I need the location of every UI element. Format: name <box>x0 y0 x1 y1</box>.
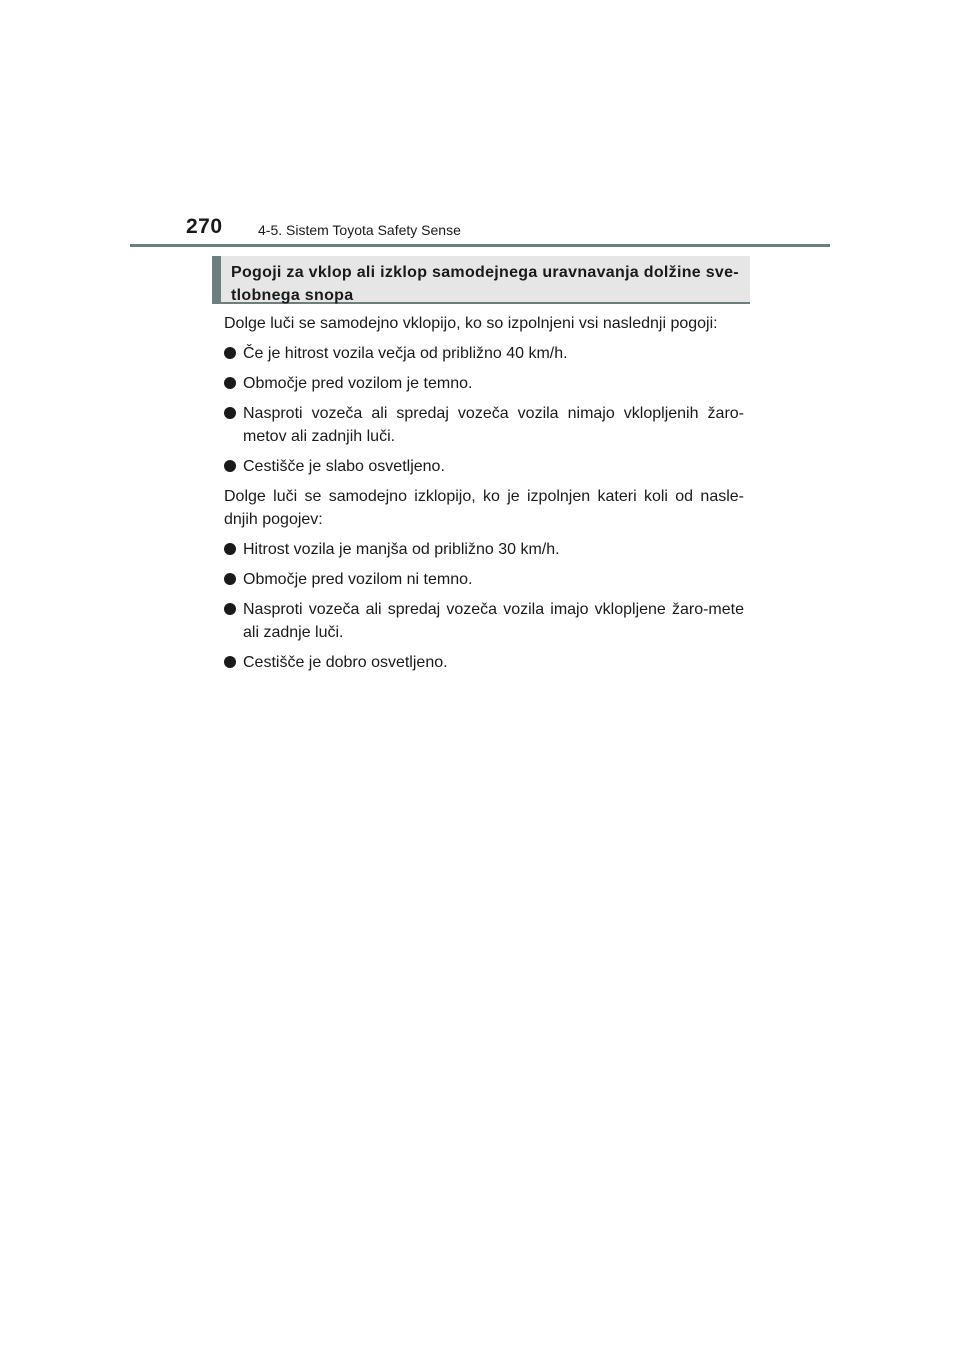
header-divider <box>130 244 830 247</box>
list-item <box>224 651 744 674</box>
bullet-icon <box>224 460 236 472</box>
section-title: Pogoji za vklop ali izklop samodejnega uravnavanja dolžine sve-tlobnega snopa <box>231 264 739 304</box>
list-item-text: Če je hitrost vozila večja od približno 40 km/h. <box>243 345 568 362</box>
off-conditions-list <box>224 538 744 674</box>
bullet-icon <box>224 543 236 555</box>
main-content <box>224 312 744 681</box>
list-item-text: Hitrost vozila je manjša od približno 30 km/h. <box>243 541 560 558</box>
list-item <box>224 402 744 448</box>
list-item <box>224 598 744 644</box>
list-item-text: Cestišče je dobro osvetljeno. <box>243 654 448 671</box>
list-item <box>224 538 744 561</box>
bullet-icon <box>224 347 236 359</box>
section-heading-box <box>212 256 750 304</box>
list-item-text: Območje pred vozilom ni temno. <box>243 571 473 588</box>
list-item <box>224 342 744 365</box>
running-head: 4-5. Sistem Toyota Safety Sense <box>258 222 461 238</box>
list-item-text: Nasproti vozeča ali spredaj vozeča vozila nimajo vklopljenih žaro-metov ali zadnjih luči. <box>243 405 744 445</box>
on-conditions-intro: Dolge luči se samodejno vklopijo, ko so izpolnjeni vsi naslednji pogoji: <box>224 315 718 332</box>
off-conditions-intro: Dolge luči se samodejno izklopijo, ko je izpolnjen kateri koli od nasle-dnjih pogojev: <box>224 488 744 528</box>
list-item <box>224 455 744 478</box>
bullet-icon <box>224 377 236 389</box>
bullet-icon <box>224 573 236 585</box>
list-item <box>224 372 744 395</box>
list-item <box>224 568 744 591</box>
bullet-icon <box>224 603 236 615</box>
list-item-text: Cestišče je slabo osvetljeno. <box>243 458 445 475</box>
list-item-text: Nasproti vozeča ali spredaj vozeča vozila imajo vklopljene žaro-mete ali zadnje luči. <box>243 601 744 641</box>
list-item-text: Območje pred vozilom je temno. <box>243 375 473 392</box>
page-number: 270 <box>186 215 223 238</box>
bullet-icon <box>224 407 236 419</box>
bullet-icon <box>224 656 236 668</box>
on-conditions-list <box>224 342 744 478</box>
